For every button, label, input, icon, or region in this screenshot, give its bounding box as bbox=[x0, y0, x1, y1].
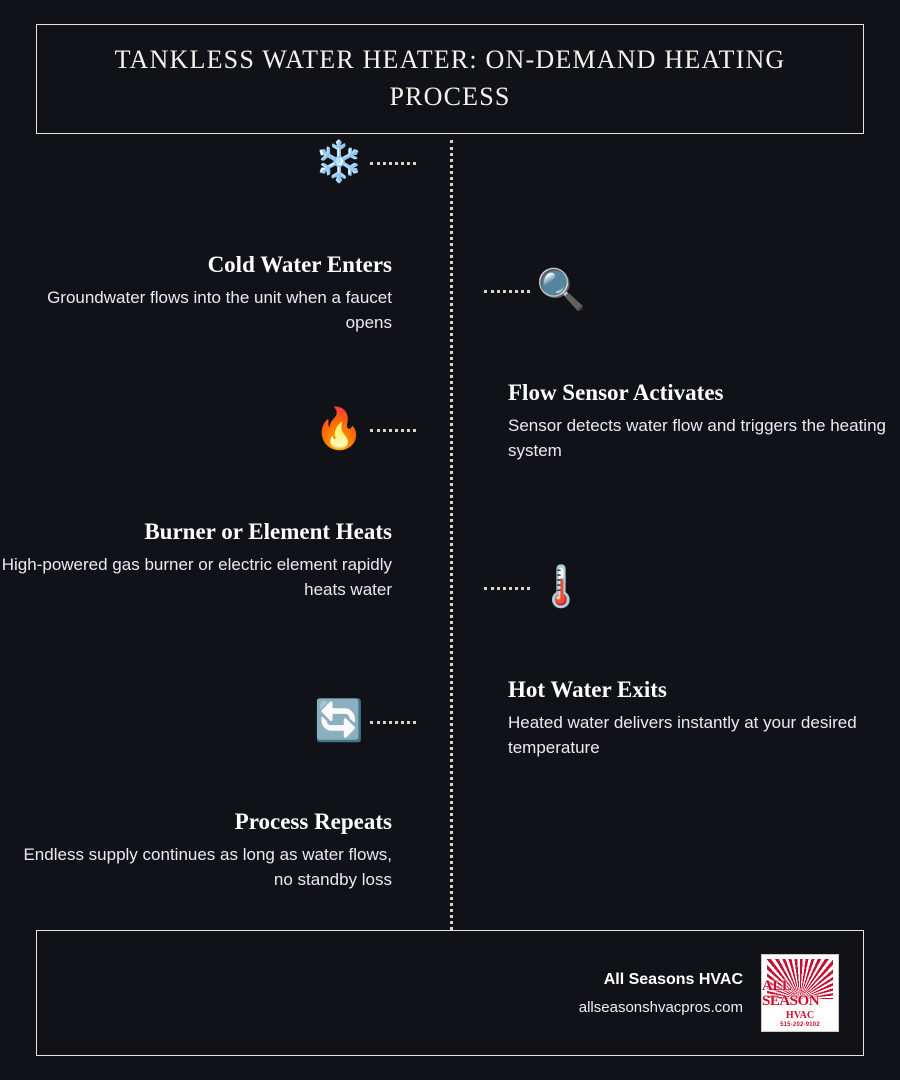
footer-banner bbox=[36, 930, 864, 1056]
step-connector bbox=[484, 587, 530, 590]
step-title: Process Repeats bbox=[234, 809, 392, 834]
process-step-4 bbox=[480, 565, 900, 760]
step-title: Cold Water Enters bbox=[207, 252, 392, 277]
thermometer-icon: 🌡️ bbox=[536, 565, 586, 609]
process-step-3 bbox=[0, 407, 420, 602]
step-title: Flow Sensor Activates bbox=[508, 380, 724, 405]
process-step-5 bbox=[0, 699, 420, 892]
logo-subtext: HVAC bbox=[785, 1010, 815, 1021]
steps-container bbox=[0, 134, 900, 934]
flame-icon: 🔥 bbox=[314, 407, 364, 451]
snowflake-icon: ❄️ bbox=[314, 140, 364, 184]
company-name: All Seasons HVAC bbox=[603, 970, 743, 988]
company-website[interactable]: allseasonshvacpros.com bbox=[578, 998, 743, 1016]
step-connector bbox=[370, 429, 416, 432]
header-banner bbox=[36, 24, 864, 134]
magnifying-glass-icon: 🔍 bbox=[536, 268, 586, 312]
step-connector bbox=[484, 290, 530, 293]
step-description: Groundwater flows into the unit when a faucet opens bbox=[47, 288, 392, 332]
step-connector bbox=[370, 162, 416, 165]
footer-text-block bbox=[579, 971, 743, 1016]
step-description: Sensor detects water flow and triggers the heating system bbox=[508, 416, 886, 460]
step-connector bbox=[370, 721, 416, 724]
company-logo bbox=[761, 954, 839, 1032]
process-step-2 bbox=[480, 268, 900, 463]
step-description: Heated water delivers instantly at your desired temperature bbox=[508, 713, 857, 757]
refresh-cycle-icon: 🔄 bbox=[314, 699, 364, 743]
step-description: High-powered gas burner or electric element rapidly heats water bbox=[1, 555, 392, 599]
process-step-1 bbox=[0, 140, 420, 335]
logo-phone-number: 515-202-9102 bbox=[780, 1022, 820, 1028]
step-title: Burner or Element Heats bbox=[144, 519, 392, 544]
step-title: Hot Water Exits bbox=[508, 677, 667, 702]
logo-wordmark: ALL SEASON bbox=[762, 978, 820, 1009]
step-description: Endless supply continues as long as water flows, no standby loss bbox=[23, 845, 392, 889]
page-title: TANKLESS WATER HEATER: ON-DEMAND HEATING PROCESS bbox=[114, 45, 786, 111]
